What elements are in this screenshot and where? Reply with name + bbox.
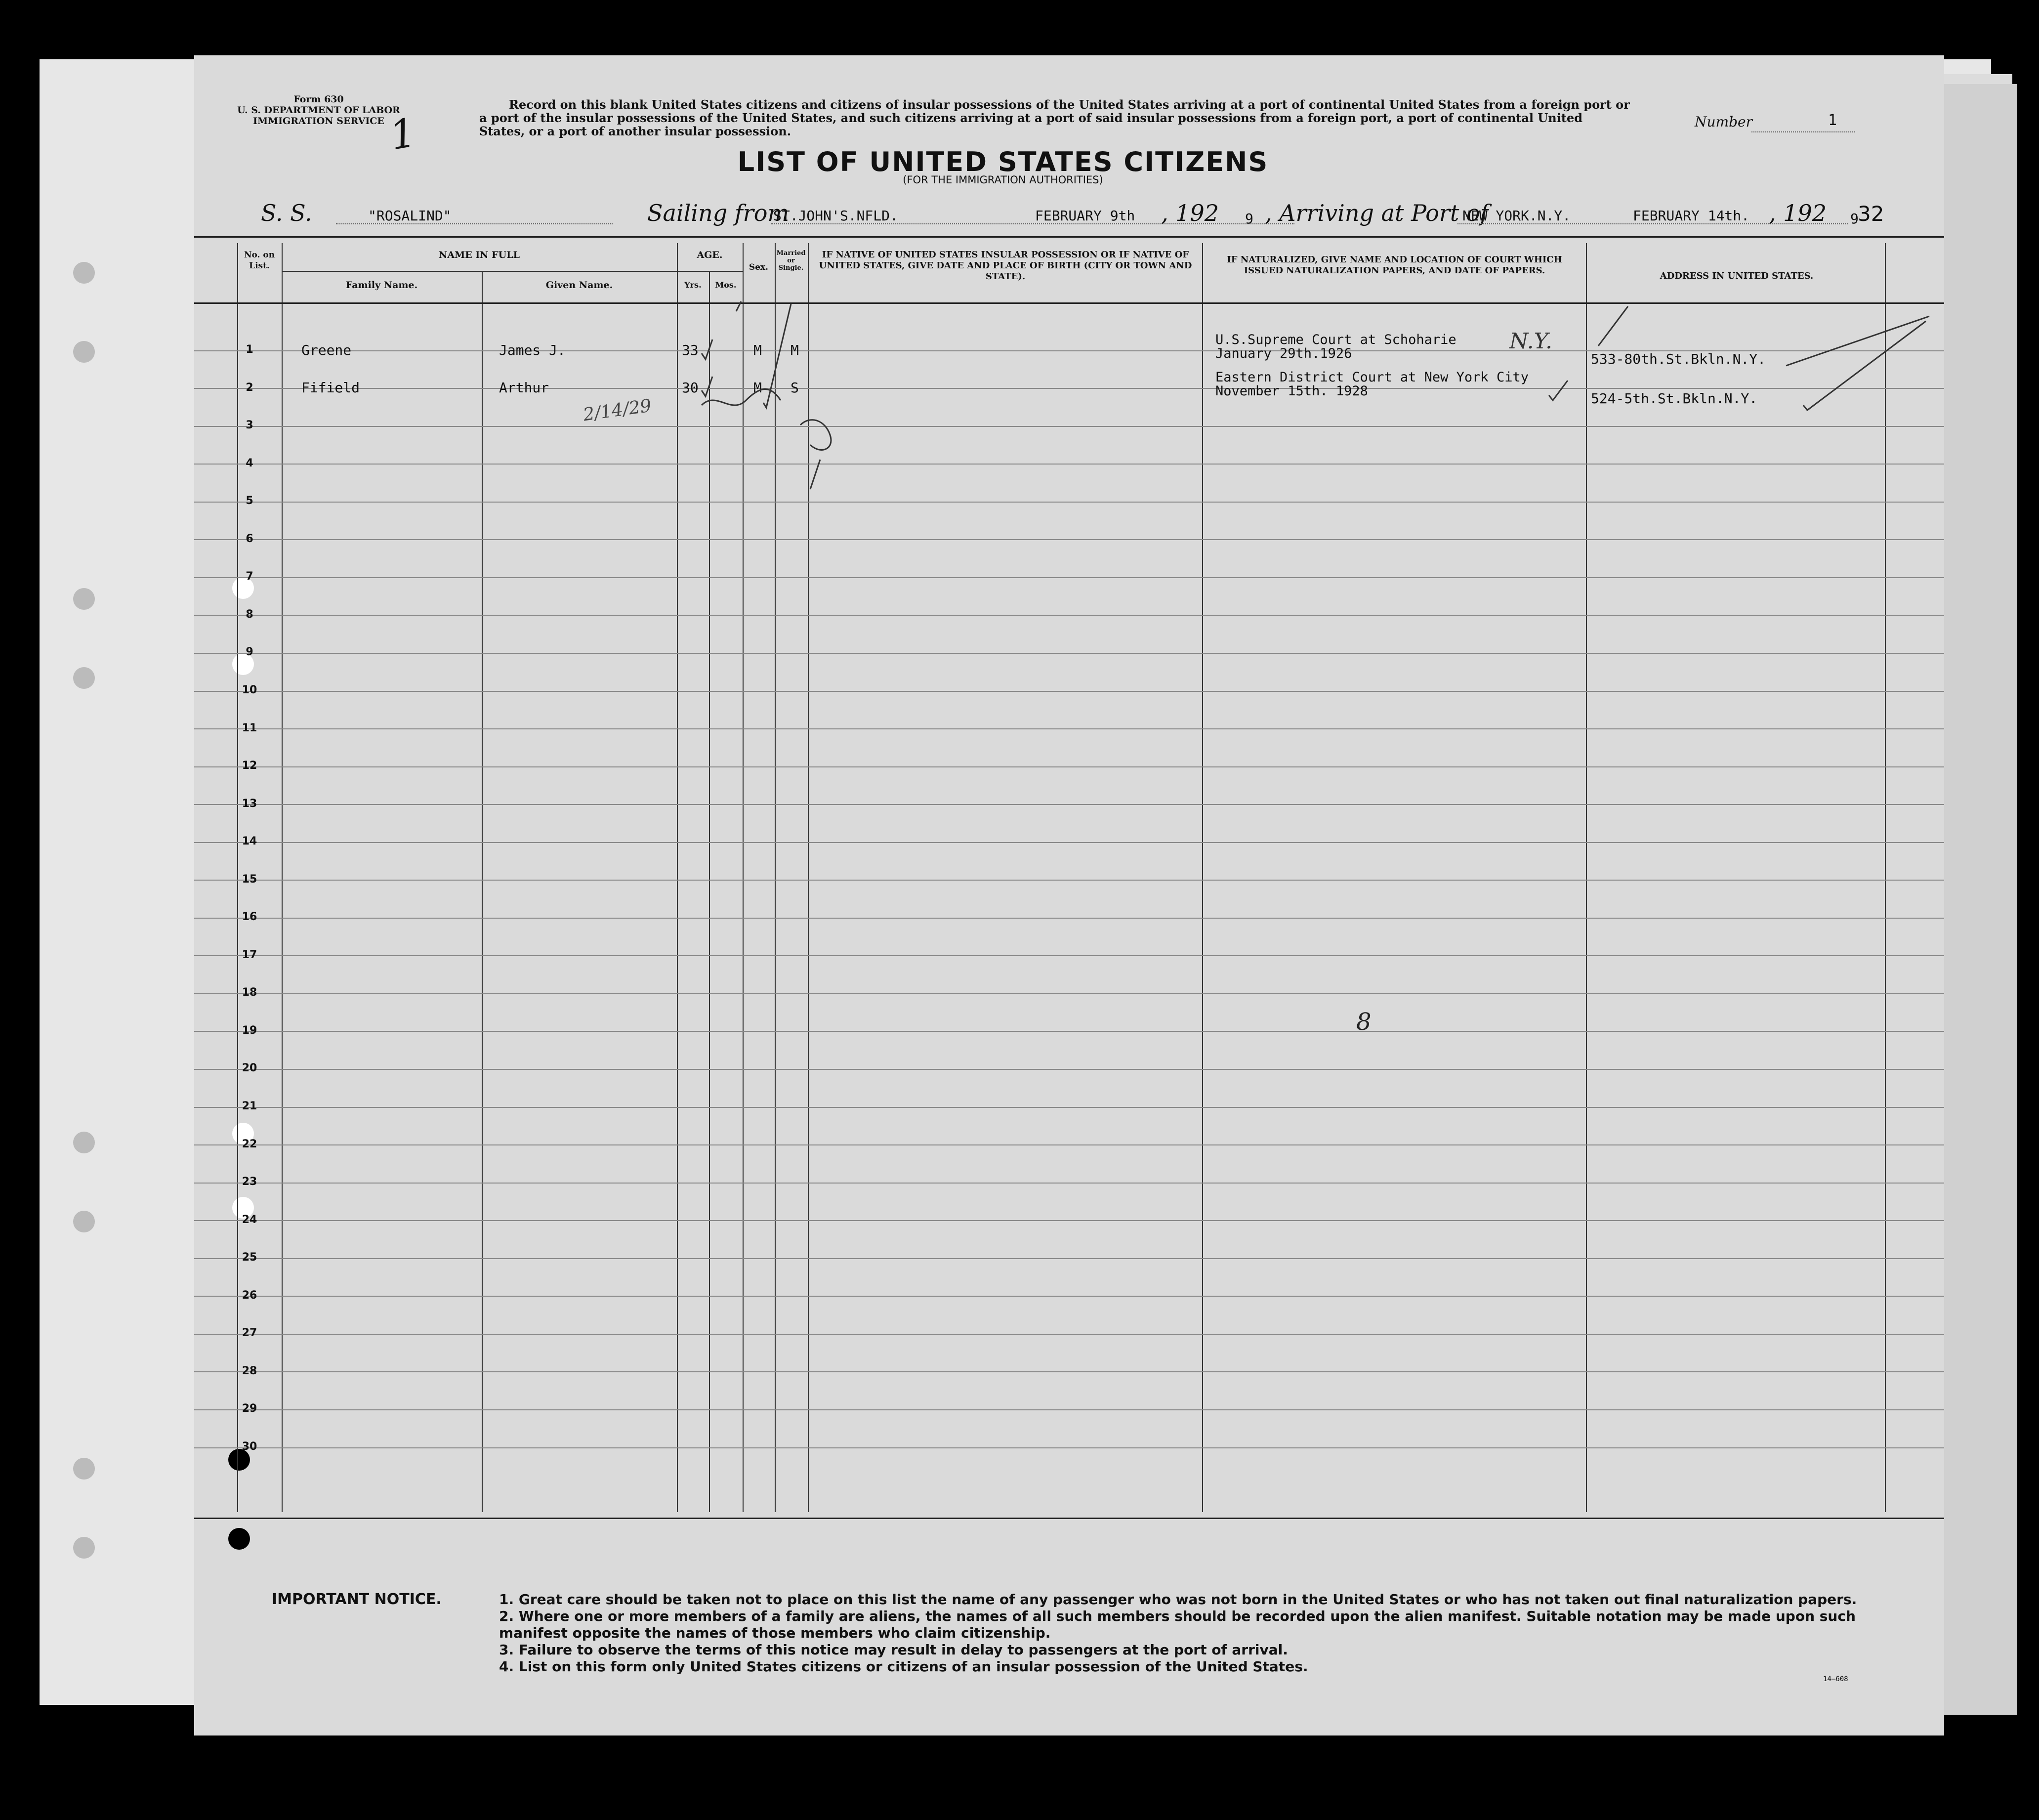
check-mark — [702, 339, 712, 359]
number-label: Number — [1695, 114, 1752, 130]
row-number: 17 — [242, 948, 257, 961]
row-number: 8 — [246, 608, 253, 621]
check-mark — [1786, 316, 1929, 366]
row-number: 14 — [242, 835, 257, 848]
col-header-no: No. on List. — [244, 250, 275, 271]
check-mark — [736, 301, 741, 311]
notice-item-4: 4. List on this form only United States citizens or citizens of an insular possession of the United States. — [499, 1658, 1308, 1675]
row-number: 12 — [242, 760, 257, 772]
row-number: 23 — [242, 1176, 257, 1188]
col-header-family: Family Name. — [345, 280, 418, 291]
row-number: 28 — [242, 1364, 257, 1377]
row-number: 20 — [242, 1062, 257, 1075]
handwritten-date: 2/14/29 — [582, 395, 653, 425]
department-name: U. S. DEPARTMENT OF LABOR — [237, 105, 400, 116]
col-header-address: ADDRESS IN UNITED STATES. — [1660, 271, 1814, 281]
sheet-number: 32 — [1858, 202, 1884, 226]
marital-2: S — [791, 380, 799, 396]
row-number: 30 — [242, 1440, 257, 1453]
row-number: 3 — [246, 419, 253, 432]
marital-1: M — [791, 342, 799, 358]
notice-item-1: 1. Great care should be taken not to place on this list the name of any passenger who was not born in the United States or who has not taken out final naturalization papers. — [499, 1591, 1857, 1608]
check-mark — [1549, 381, 1568, 400]
col-header-naturalization: IF NATURALIZED, GIVE NAME AND LOCATION OF COURT WHICH ISSUED NATURALIZATION PAPERS, AND DATE OF PAPERS. — [1227, 254, 1562, 276]
year-digit-departure: 9 — [1245, 211, 1253, 227]
year-prefix-departure: , 192 — [1161, 200, 1219, 226]
row-number: 29 — [242, 1402, 257, 1415]
arrival-port: NEW YORK.N.Y. — [1462, 208, 1571, 224]
page-title: LIST OF UNITED STATES CITIZENS — [737, 146, 1269, 177]
notice-label: IMPORTANT NOTICE. — [272, 1591, 442, 1608]
check-mark — [763, 304, 791, 408]
row-number: 24 — [242, 1213, 257, 1226]
number-value: 1 — [1828, 112, 1837, 129]
print-code: 14—608 — [1823, 1675, 1848, 1683]
check-mark — [702, 377, 712, 396]
arriving-label: , Arriving at Port of — [1265, 200, 1489, 226]
notice-item-3: 3. Failure to observe the terms of this notice may result in delay to passengers at the port of arrival. — [499, 1642, 1288, 1658]
row-number: 18 — [242, 986, 257, 999]
handwritten-scribble — [800, 420, 831, 489]
row-number: 2 — [246, 381, 253, 394]
row-number: 5 — [246, 495, 253, 508]
row-number: 7 — [246, 570, 253, 583]
year-digit-arrival: 9 — [1850, 211, 1859, 227]
address-1: 533-80th.St.Bkln.N.Y. — [1591, 351, 1766, 367]
row-number: 16 — [242, 911, 257, 924]
ship-name: "ROSALIND" — [368, 208, 452, 224]
row-number: 13 — [242, 797, 257, 810]
departure-date: FEBRUARY 9th — [1035, 208, 1135, 224]
family-name-2: Fifield — [301, 380, 360, 396]
row-number: 4 — [246, 457, 253, 469]
col-header-marital: Married or Single. — [776, 250, 806, 272]
handwritten-state: N.Y. — [1509, 329, 1553, 354]
row-number: 6 — [246, 532, 253, 545]
arrival-date: FEBRUARY 14th. — [1633, 208, 1750, 224]
row-number: 26 — [242, 1289, 257, 1302]
row-number: 19 — [242, 1024, 257, 1037]
court-1-line2: January 29th.1926 — [1215, 346, 1352, 361]
col-header-sex: Sex. — [749, 262, 769, 272]
family-name-1: Greene — [301, 342, 352, 358]
important-notice — [272, 1591, 1902, 1675]
row-number: 1 — [246, 343, 253, 356]
ss-label: S. S. — [261, 200, 312, 226]
sailing-label: Sailing from — [647, 200, 790, 226]
col-header-given: Given Name. — [545, 280, 613, 291]
instructions-text: Record on this blank United States citizens and citizens of insular possessions of the United States arriving at a port of continental United States from a foreign port or a port of the insular possessions of the United States, and such citizens arriving at a port of said insular possessions from a foreign port, a port of continental United States, or a port of another insular possession. — [479, 97, 1630, 138]
address-2: 524-5th.St.Bkln.N.Y. — [1591, 390, 1758, 407]
notice-item-2: 2. Where one or more members of a family are aliens, the names of all such members should be recorded upon the alien manifest. Suitable notation may be made upon such manifest opposite the names of those members who claim citizenship. — [499, 1608, 1856, 1641]
given-name-2: Arthur — [499, 380, 549, 396]
row-number: 21 — [242, 1100, 257, 1112]
service-name: IMMIGRATION SERVICE — [253, 116, 384, 127]
col-header-yrs: Yrs. — [684, 280, 702, 290]
age-2: 30 — [682, 380, 699, 396]
court-2-line1: Eastern District Court at New York City — [1215, 370, 1529, 385]
row-number: 15 — [242, 873, 257, 886]
col-header-mos: Mos. — [715, 280, 737, 290]
row-number: 11 — [242, 721, 257, 734]
sex-2: M — [753, 380, 762, 396]
court-1-line1: U.S.Supreme Court at Schoharie — [1215, 332, 1456, 347]
year-prefix-arrival: , 192 — [1769, 200, 1827, 226]
age-1: 33 — [682, 342, 699, 358]
col-header-age: AGE. — [697, 250, 723, 260]
row-number: 10 — [242, 683, 257, 696]
row-number: 25 — [242, 1251, 257, 1264]
handwritten-page-mark: 8 — [1356, 1008, 1372, 1036]
col-header-birth: IF NATIVE OF UNITED STATES INSULAR POSSESSION OR IF NATIVE OF UNITED STATES, GIVE DATE AND PLACE OF BIRTH (CITY OR TOWN AND STATE). — [819, 250, 1192, 282]
check-mark — [1803, 321, 1926, 410]
court-2-line2: November 15th. 1928 — [1215, 383, 1368, 399]
given-name-1: James J. — [499, 342, 566, 358]
check-mark — [1598, 306, 1628, 346]
row-number: 27 — [242, 1327, 257, 1340]
col-header-name: NAME IN FULL — [439, 250, 520, 260]
row-number: 22 — [242, 1138, 257, 1150]
sex-1: M — [753, 342, 762, 358]
page-subtitle: (FOR THE IMMIGRATION AUTHORITIES) — [903, 174, 1103, 186]
departure-port: ST.JOHN'S.NFLD. — [773, 208, 898, 224]
row-number: 9 — [246, 646, 253, 659]
handwritten-number: 1 — [386, 109, 419, 159]
form-number: Form 630 — [293, 94, 344, 105]
